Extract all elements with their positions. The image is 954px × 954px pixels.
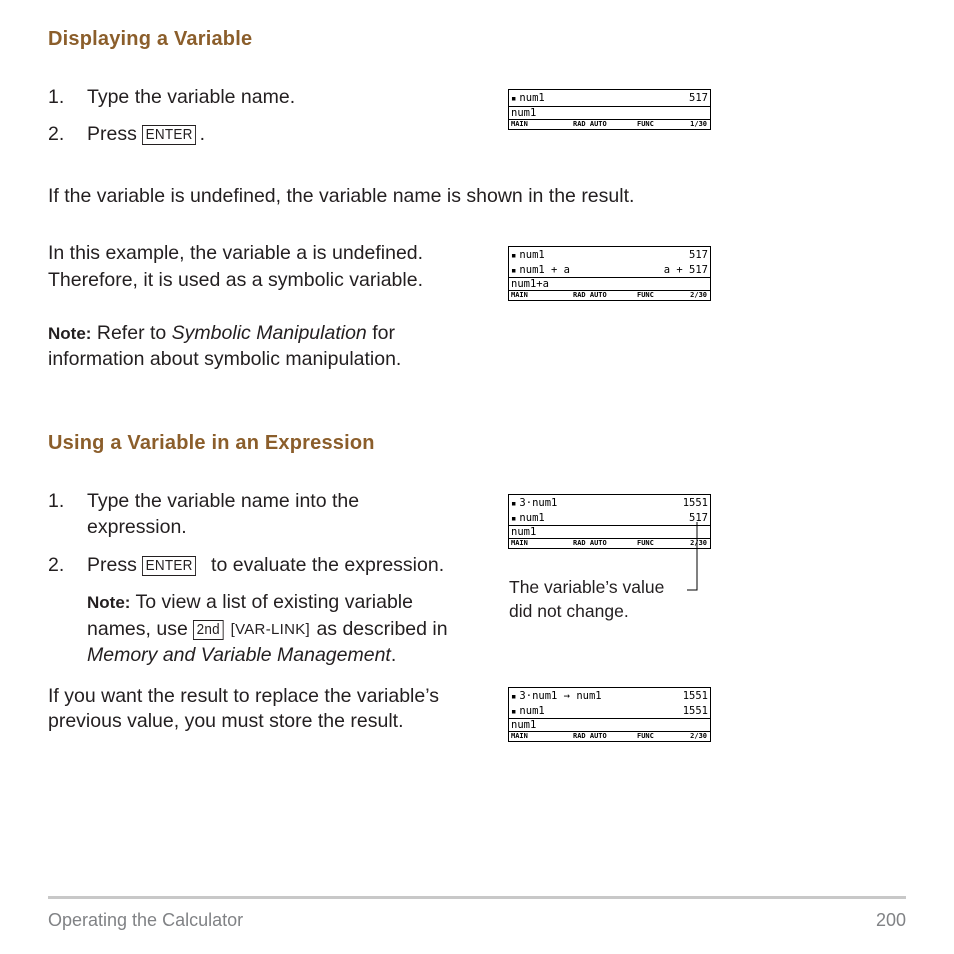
note-label: Note: — [87, 593, 131, 612]
status-count: 1/30 — [690, 120, 707, 128]
callout-caption — [509, 575, 664, 623]
note-varlink-line1 — [87, 589, 413, 616]
history-row — [509, 703, 710, 718]
step-number: 2. — [48, 554, 65, 576]
history-entry: ▪ num1 + a — [511, 264, 570, 276]
status-count: 2/30 — [690, 732, 707, 740]
note-varlink-line2 — [87, 616, 448, 643]
status-bar — [509, 290, 710, 300]
status-mode: RAD AUTO — [573, 732, 607, 740]
history-row — [509, 495, 710, 510]
history-entry: ▪ num1 — [511, 249, 545, 261]
history-row — [509, 688, 710, 703]
history-result: a + 517 — [663, 263, 708, 276]
entry-line: num1 — [509, 718, 710, 731]
entry-line: num1 — [509, 525, 710, 538]
note-text: names, use — [87, 618, 188, 640]
step-press-label: Press — [87, 123, 137, 145]
step-press-label: Press — [87, 554, 137, 576]
caption-line2: did not change. — [509, 601, 629, 621]
callout-leader-line — [680, 520, 710, 592]
enter-key: ENTER — [142, 556, 196, 576]
status-count: 2/30 — [690, 291, 707, 299]
history-result: 517 — [689, 248, 708, 261]
history-result: 517 — [689, 511, 708, 524]
paragraph-example-line2: Therefore, it is used as a symbolic variable. — [48, 269, 423, 291]
step-text: Type the variable name. — [87, 86, 296, 108]
step-text: expression. — [87, 516, 187, 538]
status-func: FUNC — [637, 539, 654, 547]
history-entry: ▪ 3·num1 → num1 — [511, 690, 602, 702]
paragraph-store-line2: previous value, you must store the result. — [48, 710, 404, 732]
history-result: 1551 — [682, 704, 708, 717]
note-text: for — [372, 322, 395, 344]
section-heading-using-variable: Using a Variable in an Expression — [48, 432, 375, 454]
note-text: as described in — [316, 618, 448, 640]
status-mode: RAD AUTO — [573, 120, 607, 128]
note-text: To view a list of existing variable — [135, 591, 413, 613]
step-number: 2. — [48, 123, 65, 145]
footer-title: Operating the Calculator — [48, 910, 244, 930]
step-number: 1. — [48, 86, 65, 108]
step-number: 1. — [48, 490, 65, 512]
history-entry: ▪ num1 — [511, 512, 545, 524]
status-mode: RAD AUTO — [573, 291, 607, 299]
paragraph-undefined: If the variable is undefined, the variable name is shown in the result. — [48, 185, 635, 207]
status-main: MAIN — [511, 120, 528, 128]
page-number: 200 — [875, 910, 906, 930]
history-result: 517 — [689, 92, 708, 104]
history-result: 1551 — [682, 496, 708, 509]
entry-line: num1+a — [509, 277, 710, 290]
step-text: Type the variable name into the — [87, 490, 360, 512]
note-reference: Memory and Variable Management — [87, 644, 391, 666]
status-mode: RAD AUTO — [573, 539, 607, 547]
calculator-screen-1 — [508, 89, 711, 130]
history-entry: ▪ num1 — [511, 705, 545, 717]
note-end: . — [390, 644, 397, 666]
enter-key: ENTER — [142, 125, 196, 145]
status-main: MAIN — [511, 539, 528, 547]
note-line2: information about symbolic manipulation. — [48, 348, 402, 370]
history-result: 1551 — [682, 689, 708, 702]
caption-line1: The variable’s value — [509, 577, 665, 597]
history-row — [509, 90, 710, 106]
status-func: FUNC — [637, 732, 654, 740]
footer-divider — [48, 896, 906, 899]
history-row — [509, 247, 710, 262]
status-func: FUNC — [637, 120, 654, 128]
paragraph-store-line1: If you want the result to replace the variable’s — [48, 685, 439, 707]
calculator-screen-4 — [508, 687, 711, 742]
history-row — [509, 262, 710, 277]
status-main: MAIN — [511, 291, 528, 299]
note-varlink-line3 — [87, 642, 396, 668]
step-end-text: to evaluate the expression. — [211, 554, 445, 576]
step-end-punct: . — [199, 123, 206, 145]
step-text — [87, 552, 444, 578]
var-link-key: [VAR-LINK] — [230, 621, 311, 638]
status-bar — [509, 731, 710, 741]
note-reference: Symbolic Manipulation — [171, 322, 367, 344]
entry-line: num1 — [509, 106, 710, 119]
status-bar — [509, 119, 710, 129]
var-link-key-label: VAR-LINK — [235, 621, 306, 638]
history-entry: ▪ 3·num1 — [511, 497, 557, 509]
paragraph-example-line1: In this example, the variable a is undefined. — [48, 242, 424, 264]
section-heading-displaying-variable: Displaying a Variable — [48, 28, 253, 50]
note-symbolic — [48, 320, 395, 347]
note-text: Refer to — [96, 322, 167, 344]
note-label: Note: — [48, 324, 92, 343]
history-entry: ▪ num1 — [511, 92, 545, 104]
2nd-key: 2nd — [193, 620, 224, 640]
status-main: MAIN — [511, 732, 528, 740]
status-func: FUNC — [637, 291, 654, 299]
status-count: 2/30 — [690, 539, 707, 547]
step-text — [87, 121, 205, 147]
calculator-screen-2 — [508, 246, 711, 301]
